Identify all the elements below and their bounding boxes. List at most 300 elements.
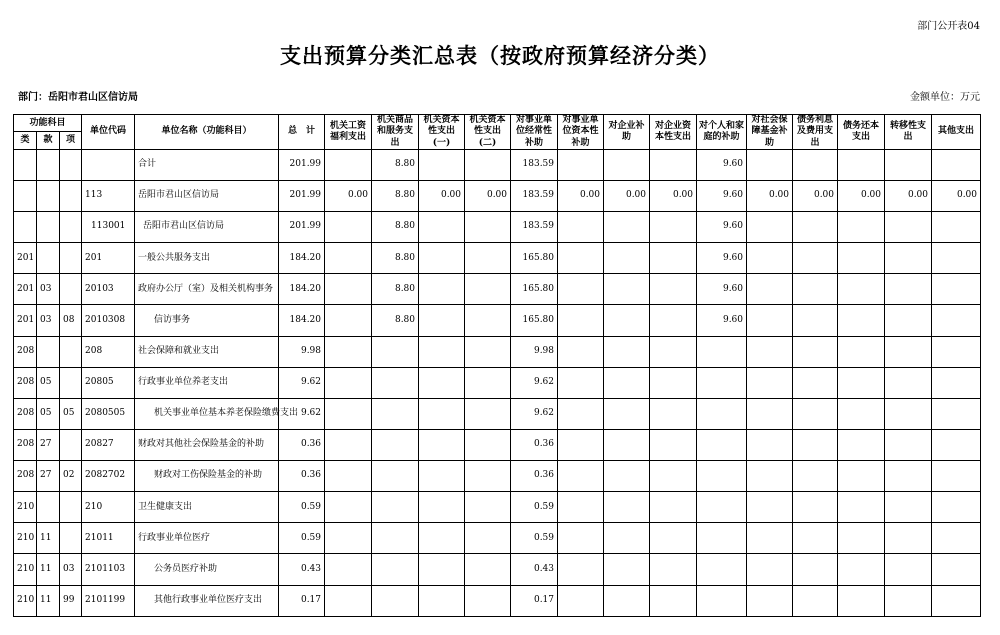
cell-c1 [325, 523, 372, 554]
cell-c9 [697, 523, 747, 554]
cell-c1 [325, 305, 372, 336]
cell-c8 [650, 336, 697, 367]
col-header-debt-principal: 债务还本支出 [838, 115, 885, 150]
cell-c7 [604, 585, 650, 616]
cell-c3 [419, 274, 465, 305]
cell-lei: 201 [14, 243, 37, 274]
cell-lei: 210 [14, 523, 37, 554]
cell-total: 0.36 [279, 461, 325, 492]
unit-code-cell: 2101199 [82, 585, 135, 616]
unit-name-cell: 岳阳市君山区信访局 [135, 212, 279, 243]
cell-c5: 0.36 [511, 429, 558, 460]
cell-c1 [325, 367, 372, 398]
col-header-transfer: 转移性支出 [885, 115, 932, 150]
cell-c3 [419, 429, 465, 460]
cell-c7 [604, 398, 650, 429]
cell-c2 [372, 492, 419, 523]
cell-c12: 0.00 [838, 180, 885, 211]
currency-unit-label: 金额单位：万元 [910, 92, 980, 103]
total-row [14, 149, 981, 180]
cell-xiang [60, 274, 82, 305]
cell-xiang [60, 523, 82, 554]
cell-c12 [838, 523, 885, 554]
cell-c4 [465, 367, 511, 398]
cell-c1 [325, 585, 372, 616]
table-row [14, 305, 981, 336]
cell-c6 [558, 461, 604, 492]
cell-c7 [604, 243, 650, 274]
cell-kuan: 03 [37, 305, 60, 336]
cell-c2 [372, 367, 419, 398]
cell-c14 [932, 367, 981, 398]
cell-c3 [419, 149, 465, 180]
cell-xiang [60, 212, 82, 243]
unit-code-cell: 2082702 [82, 461, 135, 492]
cell-xiang [60, 180, 82, 211]
cell-c4 [465, 554, 511, 585]
cell-c2: 8.80 [372, 149, 419, 180]
unit-code-cell: 208 [82, 336, 135, 367]
cell-c2: 8.80 [372, 212, 419, 243]
cell-c11: 0.00 [793, 180, 838, 211]
unit-name-cell: 一般公共服务支出 [135, 243, 279, 274]
unit-code-cell [82, 149, 135, 180]
table-row [14, 180, 981, 211]
cell-c5: 9.62 [511, 367, 558, 398]
cell-c9 [697, 429, 747, 460]
cell-kuan [37, 180, 60, 211]
cell-c3 [419, 523, 465, 554]
cell-c3 [419, 398, 465, 429]
cell-kuan: 05 [37, 398, 60, 429]
cell-c2 [372, 398, 419, 429]
col-header-capital-2: 机关资本性支出(二) [465, 115, 511, 150]
cell-c9 [697, 367, 747, 398]
cell-c12 [838, 492, 885, 523]
cell-c3: 0.00 [419, 180, 465, 211]
cell-c11 [793, 212, 838, 243]
cell-c13 [885, 429, 932, 460]
col-header-individual-family: 对个人和家庭的补助 [697, 115, 747, 150]
cell-c13 [885, 523, 932, 554]
cell-c2 [372, 554, 419, 585]
cell-c11 [793, 367, 838, 398]
cell-c5: 0.59 [511, 523, 558, 554]
xiang-header: 项 [60, 132, 82, 149]
cell-c10 [747, 523, 793, 554]
cell-c4 [465, 336, 511, 367]
unit-code-cell: 20805 [82, 367, 135, 398]
cell-c9 [697, 585, 747, 616]
table-row [14, 336, 981, 367]
cell-c5: 0.17 [511, 585, 558, 616]
cell-c13: 0.00 [885, 180, 932, 211]
cell-c14 [932, 461, 981, 492]
cell-c12 [838, 554, 885, 585]
cell-c7 [604, 336, 650, 367]
col-header-enterprise-subsidy: 对企业补助 [604, 115, 650, 150]
cell-kuan [37, 492, 60, 523]
cell-c1 [325, 554, 372, 585]
cell-c3 [419, 336, 465, 367]
department-label: 部门：岳阳市君山区信访局 [18, 92, 138, 103]
cell-c10 [747, 243, 793, 274]
cell-c8 [650, 243, 697, 274]
cell-total: 184.20 [279, 305, 325, 336]
cell-c11 [793, 305, 838, 336]
cell-kuan [37, 212, 60, 243]
cell-c5: 165.80 [511, 305, 558, 336]
cell-c5: 183.59 [511, 149, 558, 180]
unit-name-cell: 政府办公厅（室）及相关机构事务 [135, 274, 279, 305]
cell-c7 [604, 367, 650, 398]
cell-lei [14, 180, 37, 211]
cell-c6: 0.00 [558, 180, 604, 211]
cell-c10 [747, 305, 793, 336]
cell-c10 [747, 492, 793, 523]
unit-name-cell: 财政对工伤保险基金的补助 [135, 461, 279, 492]
cell-kuan [37, 243, 60, 274]
cell-c7 [604, 492, 650, 523]
col-header-other: 其他支出 [932, 115, 981, 150]
cell-xiang: 99 [60, 585, 82, 616]
cell-c14 [932, 585, 981, 616]
cell-c4 [465, 212, 511, 243]
budget-table [13, 114, 981, 617]
table-row [14, 585, 981, 616]
cell-kuan: 11 [37, 585, 60, 616]
cell-c4: 0.00 [465, 180, 511, 211]
cell-c6 [558, 336, 604, 367]
cell-c11 [793, 429, 838, 460]
cell-c12 [838, 398, 885, 429]
cell-c4 [465, 585, 511, 616]
cell-lei: 201 [14, 274, 37, 305]
table-row [14, 243, 981, 274]
cell-lei: 208 [14, 398, 37, 429]
cell-c2 [372, 585, 419, 616]
cell-c9: 9.60 [697, 274, 747, 305]
cell-c7 [604, 212, 650, 243]
cell-c14 [932, 398, 981, 429]
cell-c10 [747, 554, 793, 585]
cell-kuan [37, 336, 60, 367]
cell-kuan: 27 [37, 429, 60, 460]
cell-c2 [372, 461, 419, 492]
cell-c13 [885, 305, 932, 336]
cell-c6 [558, 429, 604, 460]
cell-c5: 9.98 [511, 336, 558, 367]
cell-c7 [604, 274, 650, 305]
cell-c4 [465, 429, 511, 460]
cell-lei: 201 [14, 305, 37, 336]
cell-c2 [372, 523, 419, 554]
cell-c9: 9.60 [697, 149, 747, 180]
cell-c14 [932, 523, 981, 554]
unit-name-cell: 信访事务 [135, 305, 279, 336]
cell-c14 [932, 149, 981, 180]
cell-c12 [838, 305, 885, 336]
unit-name-cell: 卫生健康支出 [135, 492, 279, 523]
cell-c9: 9.60 [697, 212, 747, 243]
cell-c6 [558, 398, 604, 429]
cell-c12 [838, 367, 885, 398]
cell-c10 [747, 429, 793, 460]
cell-c5: 183.59 [511, 212, 558, 243]
cell-c14 [932, 212, 981, 243]
col-header-debt-interest: 债务利息及费用支出 [793, 115, 838, 150]
cell-xiang [60, 243, 82, 274]
cell-c8 [650, 367, 697, 398]
cell-c12 [838, 585, 885, 616]
unit-name-header: 单位名称（功能科目） [135, 115, 279, 150]
cell-c4 [465, 305, 511, 336]
table-header [14, 115, 981, 150]
cell-c6 [558, 523, 604, 554]
cell-c9: 9.60 [697, 243, 747, 274]
cell-c13 [885, 149, 932, 180]
cell-c14 [932, 274, 981, 305]
cell-c13 [885, 367, 932, 398]
unit-code-cell: 210 [82, 492, 135, 523]
unit-name-cell: 社会保障和就业支出 [135, 336, 279, 367]
cell-c13 [885, 398, 932, 429]
cell-c3 [419, 461, 465, 492]
cell-xiang: 02 [60, 461, 82, 492]
cell-c12 [838, 212, 885, 243]
cell-lei: 208 [14, 429, 37, 460]
cell-c3 [419, 367, 465, 398]
cell-c10 [747, 274, 793, 305]
cell-c12 [838, 429, 885, 460]
cell-c7 [604, 461, 650, 492]
cell-c9 [697, 492, 747, 523]
cell-c10 [747, 212, 793, 243]
kuan-header: 款 [37, 132, 60, 149]
cell-kuan: 11 [37, 523, 60, 554]
cell-xiang [60, 367, 82, 398]
cell-c3 [419, 554, 465, 585]
cell-c9 [697, 554, 747, 585]
cell-c9 [697, 461, 747, 492]
table-row [14, 367, 981, 398]
cell-c14 [932, 429, 981, 460]
cell-c5: 0.36 [511, 461, 558, 492]
cell-c8 [650, 585, 697, 616]
cell-c11 [793, 398, 838, 429]
table-row [14, 212, 981, 243]
cell-c2 [372, 336, 419, 367]
cell-kuan [37, 149, 60, 180]
cell-c5: 183.59 [511, 180, 558, 211]
cell-c4 [465, 492, 511, 523]
cell-c12 [838, 461, 885, 492]
cell-c13 [885, 554, 932, 585]
cell-c11 [793, 523, 838, 554]
cell-xiang: 08 [60, 305, 82, 336]
cell-lei [14, 212, 37, 243]
cell-c6 [558, 243, 604, 274]
cell-c8 [650, 274, 697, 305]
cell-lei: 210 [14, 554, 37, 585]
cell-kuan: 05 [37, 367, 60, 398]
cell-lei: 208 [14, 336, 37, 367]
cell-c5: 0.43 [511, 554, 558, 585]
unit-name-cell: 岳阳市君山区信访局 [135, 180, 279, 211]
cell-total: 0.59 [279, 523, 325, 554]
cell-total: 0.59 [279, 492, 325, 523]
cell-c10 [747, 585, 793, 616]
cell-c2: 8.80 [372, 305, 419, 336]
cell-c1 [325, 274, 372, 305]
cell-c11 [793, 336, 838, 367]
col-header-enterprise-capital: 对企业资本性支出 [650, 115, 697, 150]
cell-c1 [325, 398, 372, 429]
unit-name-cell: 合计 [135, 149, 279, 180]
cell-c3 [419, 243, 465, 274]
unit-code-cell: 20103 [82, 274, 135, 305]
col-header-capital-1: 机关资本性支出(一) [419, 115, 465, 150]
cell-total: 0.43 [279, 554, 325, 585]
cell-c10 [747, 149, 793, 180]
cell-c14 [932, 492, 981, 523]
cell-c1 [325, 492, 372, 523]
table-row [14, 492, 981, 523]
cell-c11 [793, 492, 838, 523]
cell-c8 [650, 212, 697, 243]
cell-c4 [465, 274, 511, 305]
cell-c6 [558, 492, 604, 523]
unit-code-cell: 20827 [82, 429, 135, 460]
cell-c8: 0.00 [650, 180, 697, 211]
cell-c10: 0.00 [747, 180, 793, 211]
cell-c8 [650, 523, 697, 554]
cell-c4 [465, 461, 511, 492]
table-number-label: 部门公开表04 [917, 21, 980, 32]
cell-c8 [650, 461, 697, 492]
cell-c2: 8.80 [372, 274, 419, 305]
cell-lei: 208 [14, 367, 37, 398]
cell-c5: 0.59 [511, 492, 558, 523]
cell-c12 [838, 243, 885, 274]
unit-name-cell: 公务员医疗补助 [135, 554, 279, 585]
cell-c6 [558, 149, 604, 180]
cell-c13 [885, 461, 932, 492]
cell-c11 [793, 461, 838, 492]
cell-kuan: 27 [37, 461, 60, 492]
unit-code-cell: 201 [82, 243, 135, 274]
cell-c10 [747, 367, 793, 398]
cell-c11 [793, 149, 838, 180]
cell-c6 [558, 367, 604, 398]
unit-code-cell: 2080505 [82, 398, 135, 429]
cell-c14 [932, 336, 981, 367]
cell-c13 [885, 274, 932, 305]
cell-c10 [747, 336, 793, 367]
cell-c13 [885, 212, 932, 243]
cell-xiang: 03 [60, 554, 82, 585]
cell-c6 [558, 554, 604, 585]
cell-c12 [838, 274, 885, 305]
cell-c11 [793, 274, 838, 305]
cell-c13 [885, 243, 932, 274]
cell-c6 [558, 274, 604, 305]
cell-c12 [838, 336, 885, 367]
func-subject-header: 功能科目 [14, 115, 82, 132]
cell-c9 [697, 336, 747, 367]
cell-c8 [650, 554, 697, 585]
cell-c1 [325, 461, 372, 492]
cell-c6 [558, 585, 604, 616]
cell-lei: 210 [14, 585, 37, 616]
cell-lei: 208 [14, 461, 37, 492]
cell-c14: 0.00 [932, 180, 981, 211]
col-header-institution-regular: 对事业单位经常性补助 [511, 115, 558, 150]
col-header-salary: 机关工资福利支出 [325, 115, 372, 150]
cell-c1 [325, 243, 372, 274]
cell-kuan: 03 [37, 274, 60, 305]
cell-total: 201.99 [279, 149, 325, 180]
table-row [14, 523, 981, 554]
cell-c11 [793, 243, 838, 274]
cell-total: 201.99 [279, 212, 325, 243]
cell-c8 [650, 492, 697, 523]
col-header-goods-services: 机关商品和服务支出 [372, 115, 419, 150]
unit-code-cell: 2101103 [82, 554, 135, 585]
cell-total: 9.62 [279, 367, 325, 398]
cell-c8 [650, 149, 697, 180]
cell-c2: 8.80 [372, 243, 419, 274]
cell-c7 [604, 523, 650, 554]
unit-code-cell: 2010308 [82, 305, 135, 336]
cell-total: 201.99 [279, 180, 325, 211]
cell-c12 [838, 149, 885, 180]
cell-c14 [932, 554, 981, 585]
cell-c11 [793, 585, 838, 616]
cell-lei: 210 [14, 492, 37, 523]
cell-c13 [885, 585, 932, 616]
cell-c7 [604, 149, 650, 180]
cell-c6 [558, 212, 604, 243]
cell-c7 [604, 429, 650, 460]
cell-c9: 9.60 [697, 305, 747, 336]
cell-c10 [747, 461, 793, 492]
unit-code-cell: 113001 [82, 212, 135, 243]
cell-total: 184.20 [279, 243, 325, 274]
cell-total: 0.17 [279, 585, 325, 616]
cell-c4 [465, 149, 511, 180]
cell-xiang [60, 149, 82, 180]
cell-c1 [325, 429, 372, 460]
unit-name-cell: 行政事业单位养老支出 [135, 367, 279, 398]
cell-c3 [419, 212, 465, 243]
cell-c1 [325, 336, 372, 367]
table-row [14, 274, 981, 305]
cell-c11 [793, 554, 838, 585]
table-body [14, 149, 981, 616]
cell-c9 [697, 398, 747, 429]
col-header-institution-capital: 对事业单位资本性补助 [558, 115, 604, 150]
cell-c13 [885, 336, 932, 367]
cell-xiang [60, 429, 82, 460]
cell-c8 [650, 398, 697, 429]
cell-total: 9.62 [279, 398, 325, 429]
cell-c2: 8.80 [372, 180, 419, 211]
cell-c6 [558, 305, 604, 336]
unit-name-cell: 财政对其他社会保险基金的补助 [135, 429, 279, 460]
cell-xiang [60, 336, 82, 367]
cell-c7 [604, 554, 650, 585]
